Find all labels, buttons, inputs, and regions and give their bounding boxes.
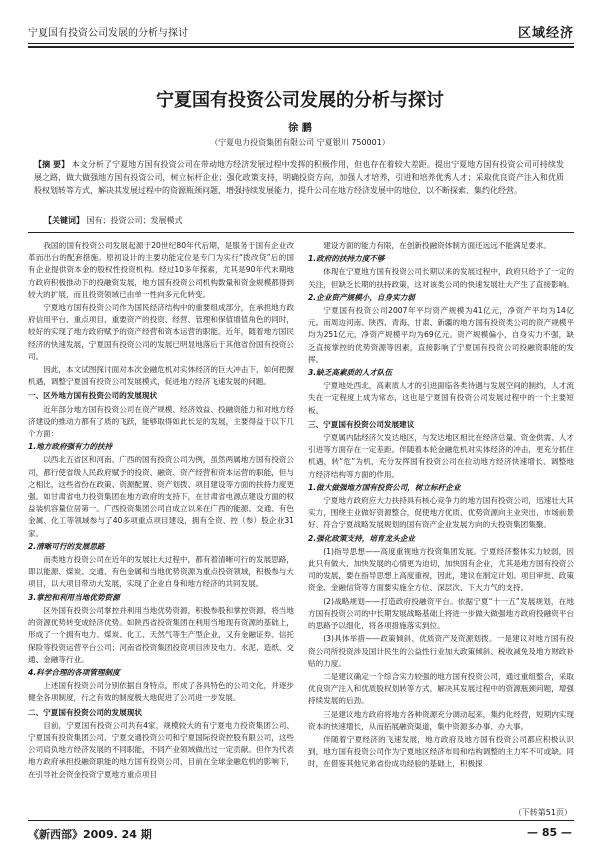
continued-note: （下转第51页） xyxy=(513,808,572,817)
paragraph: 宁夏国有投资公司2007年平均资产规模为41亿元，净资产平均为14亿元。而周边河南、陕西、青海、甘肃、新疆的地方国有投资类公司的资产规模平均为251亿元，净资产规模平均为69亿元。资产规模偏小，自身实力不强，缺乏直接掌控的优势资源等因素，直接影响了宁夏国有投资公司投融资职能的发挥。 xyxy=(308,306,574,364)
page-number: — 85 — xyxy=(527,826,572,839)
header-rule xyxy=(28,43,574,44)
paragraph: 宁夏地处西北，高素质人才的引进面临各类待遇与发展空间的制约，人才流失在一定程度上成为常态，这也是宁夏国有投资公司发展过程中的一个主要短板。 xyxy=(308,381,574,415)
footer-rule xyxy=(28,820,574,821)
section-name: 区域经济 xyxy=(517,26,574,41)
body-rule xyxy=(28,232,574,233)
keywords-text: 国有；投资公司；发展模式 xyxy=(86,216,183,225)
paragraph: (1)指导思想——高度重视地方投资集团发展。宁夏经济整体实力较弱，因此只有做大、加快发展的心情更为迫切，加快国有企业，尤其是地方国有投资公司的发展，要在指导思想上高度重视，因此，建议在制定计划、项目审批、政策资金、金融信贷等方面要实施全方位、深层次、下大力气的支持。 xyxy=(308,546,574,593)
left-column xyxy=(28,240,294,782)
subsection-heading: 2.企业资产规模小，自身实力弱 xyxy=(308,292,415,302)
abstract xyxy=(34,158,564,197)
right-column xyxy=(308,240,574,772)
subsection-heading: 3.缺乏高素质的人才队伍 xyxy=(308,368,393,378)
abstract-label: 【摘 要】 xyxy=(34,160,70,169)
running-title: 宁夏国有投资公司发展的分析与探讨 xyxy=(28,28,188,39)
paragraph: 二是建议确定一个综合实力较强的地方国有投资公司，通过重组整合，采取优良资产注入和优质股权划转等方式，解决其发展过程中的资源瓶颈问题，增强持续发展的后劲。 xyxy=(308,671,574,706)
keywords xyxy=(44,215,183,226)
subsection-heading: 4.科学合理的各项管理制度 xyxy=(28,667,120,677)
paragraph: (3)具体举措——政策倾斜、优质资产及资源划拨。一是建议对地方国有投资公司所投资涉及国计民生的公益性行业加大政策倾斜、税收减免及地方财政补贴的力度。 xyxy=(308,634,574,668)
running-header xyxy=(28,24,574,40)
paragraph: 三是建议地方政府将地方各种资源充分调动起来，集约化经营，短期内实现资本的快速增长，从而拓展融资渠道，集中资源多办事、办大事。 xyxy=(308,709,574,731)
paragraph: (2)战略规划——打造政府投融资平台。依据宁夏“十一五”发展规划，在地方国有投资公司的中长期发展战略基础上将进一步做大做强地方政府投融资平台的思路予以细化，将各项措施落实到位。 xyxy=(308,596,574,631)
subsection-heading: 1.政府的扶持力度不够 xyxy=(308,254,385,264)
author-affiliation: （宁夏电力投资集团有限公司 宁夏银川 750001） xyxy=(210,138,390,147)
subsection-heading: 1.做大做强地方国有投资公司，树立标杆企业 xyxy=(308,482,461,492)
subsection-heading: 2.清晰可行的发展思路 xyxy=(28,541,105,551)
subsection-heading: 2.强化政策支持，培育龙头企业 xyxy=(308,533,415,543)
paragraph: 宁夏属内陆经济欠发达地区，与发达地区相比在经济总量、资金供需、人才引进等方面存在一定差距。伴随着本轮金融危机对实体经济的冲击，更充分抓住机遇，转“危”为机，充分发挥国有投资公司在拉动地方经济快速增长、调整地方经济结构等方面的作用。 xyxy=(308,433,574,479)
keywords-label: 【关键词】 xyxy=(44,216,84,225)
paragraph: 伴随着宁夏经济的飞速发展，地方政府及地方国有投资公司都应积极认识到，地方国有投资公司作为宁夏地区经济布局和结构调整的主力军不可或缺。同时，在借鉴其他兄弟省份成功经验的基础上，积极探 xyxy=(308,734,574,769)
journal-issue: 《新西部》2009. 24 期 xyxy=(28,828,152,841)
article-author: 徐 鹏 xyxy=(288,123,312,134)
section-heading: 一、区外地方国有投资公司的发展现状 xyxy=(28,391,158,401)
paragraph: 因此，本文试图探讨面对本次金融危机对实体经济的巨大冲击下，如何把握机遇，调整宁夏国有投资公司发展模式，促进地方经济飞速发展的问题。 xyxy=(28,365,294,387)
subsection-heading: 1.地方政府强有力的扶持 xyxy=(28,442,113,452)
section-heading: 二、宁夏国有投资公司的发展现状 xyxy=(28,707,142,717)
paragraph: 我国的国有投资公司发展起源于20世纪80年代后期，是服务于国有企业改革而出台的配套措施。原初设计的主要功能定位是专门为实行“拨改贷”后的国有企业提供资本金的股权性投资机构。经过10多年探索，尤其是90年代末期地方政府积极推动下的投融资发展，地方国有投资公司机构数量和资金规模都得到较大的扩展，而且投资领域已由单一性向多元化转变。 xyxy=(28,241,294,299)
paragraph: 体现在宁夏地方国有投资公司长期以来的发展过程中，政府只给予了一定的关注，但缺乏长期的扶持政策，这对该类公司的快速发展壮大产生了直接影响。 xyxy=(308,267,574,289)
section-heading: 三、宁夏国有投资公司发展建议 xyxy=(308,419,415,429)
paragraph: 以西北五省区和河南、广西的国有投资公司为例，虽然两属地方国有投资公司，都行使省级人民政府赋予的投资、融资、资产经营和资本运营的职能，但与之相比，这些省份在政策、资源配置、资产划拨、项目建设等方面的扶持力度更强。如甘肃省电力投资集团在地方政府的支持下，在甘肃省电源点建设方面的权益装机容量位居第一。广西投资集团公司自成立以来在广西的能源、交通、有色金属、化工等领域参与了40多项重点项目建设，拥有全资、控（参）股企业31家。 xyxy=(28,455,294,538)
paragraph: 区外国有投资公司掌控并利用当地优势资源，积极参股和掌控资源，将当地的资源优势转变成经济优势。如陕西省投资集团在利用当地现有资源的基础上，形成了一个拥有电力、煤炭、化工、天然气等生产型企业，又有金融证券、信托保险等投资运营平台公司；河南省投资集团投资项目涉及电力、水泥、造纸、交通、金融等行业。 xyxy=(28,605,294,664)
paragraph: 宁夏地方政府应大力扶持具有核心竞争力的地方国有投资公司，迅速壮大其实力，围绕主业做好资源整合，促使地方优质、优势资源向主业突出、市场前景好、符合宁夏战略发展规划的国有资产企业发展方向的大投资集团集聚。 xyxy=(308,496,574,530)
article-title: 宁夏国有投资公司发展的分析与探讨 xyxy=(156,90,444,111)
header-rule-thick xyxy=(28,46,574,48)
paragraph: 宁夏地方国有投资公司作为国民经济结构中的重要组成部分，在承担地方政府信用平台、重点项目、重要资产的投资、经营、管理和保值增值角色的同时，较好的实现了地方政府赋予的资产经营和资本运营的职能。近年，随着地方国民经济的快速发展，宁夏国有投资公司的发展已明显地落后于其他省份国有投资公司。 xyxy=(28,303,294,361)
paragraph: 而类地方投资公司在近年的发展壮大过程中，都有着清晰可行的发展思路，即以能源、煤炭、交通、有色金属和当地优势资源为重点投资领域，积极参与大项目，以大项目带动大发展，实现了企业自身和地方经济的共同发展。 xyxy=(28,555,294,589)
paragraph: 目前，宁夏国有投资公司共有4家，规模较大的有宁夏电力投资集团公司、宁夏国有投资集团公司、宁夏交通投资公司和宁夏国际投资控股有限公司，这些公司肩负地方经济发展的不同职能，不同产业领域做出过一定贡献。但作为代表地方政府承担投融资职能的地方国有投资公司，目前在全球金融危机的影响下，在引导社会资金投资宁夏地方重点项目 xyxy=(28,720,294,779)
subsection-heading: 3.掌控和利用当地优势资源 xyxy=(28,592,120,602)
paragraph: 建设方面的能力有限，在创新投融资体制方面还远远不能满足要求。 xyxy=(323,241,551,250)
paragraph: 近年部分地方国有投资公司在资产规模、经济效益、投融资能力和对地方经济建设的推动力都有了质的飞跃，能够取得如此长足的发展，主要得益于以下几个方面： xyxy=(28,404,294,439)
paragraph: 上述国有投资公司分别依据自身特点，形成了各具特色的公司文化，并逐步健全各项制度，行之有效的制度极大地促进了公司进一步发展。 xyxy=(28,681,294,703)
abstract-text: 本文分析了宁夏地方国有投资公司在带动地方经济发展过程中发挥的积极作用，但也存在着较大差距。提出宁夏地方国有投资公司可持续发展之路，做大做强地方国有投资公司，树立标杆企业；强化政策支持，明确投资方向，加强人才培养，引进和培养优秀人才；采取优良资产注入和优质股权划转等方式，解决其发展过程中的资源瓶颈问题，增强持续发展能力，提升公司在地方经济发展中的地位，以不断探索、集约化经营。 xyxy=(34,160,564,195)
